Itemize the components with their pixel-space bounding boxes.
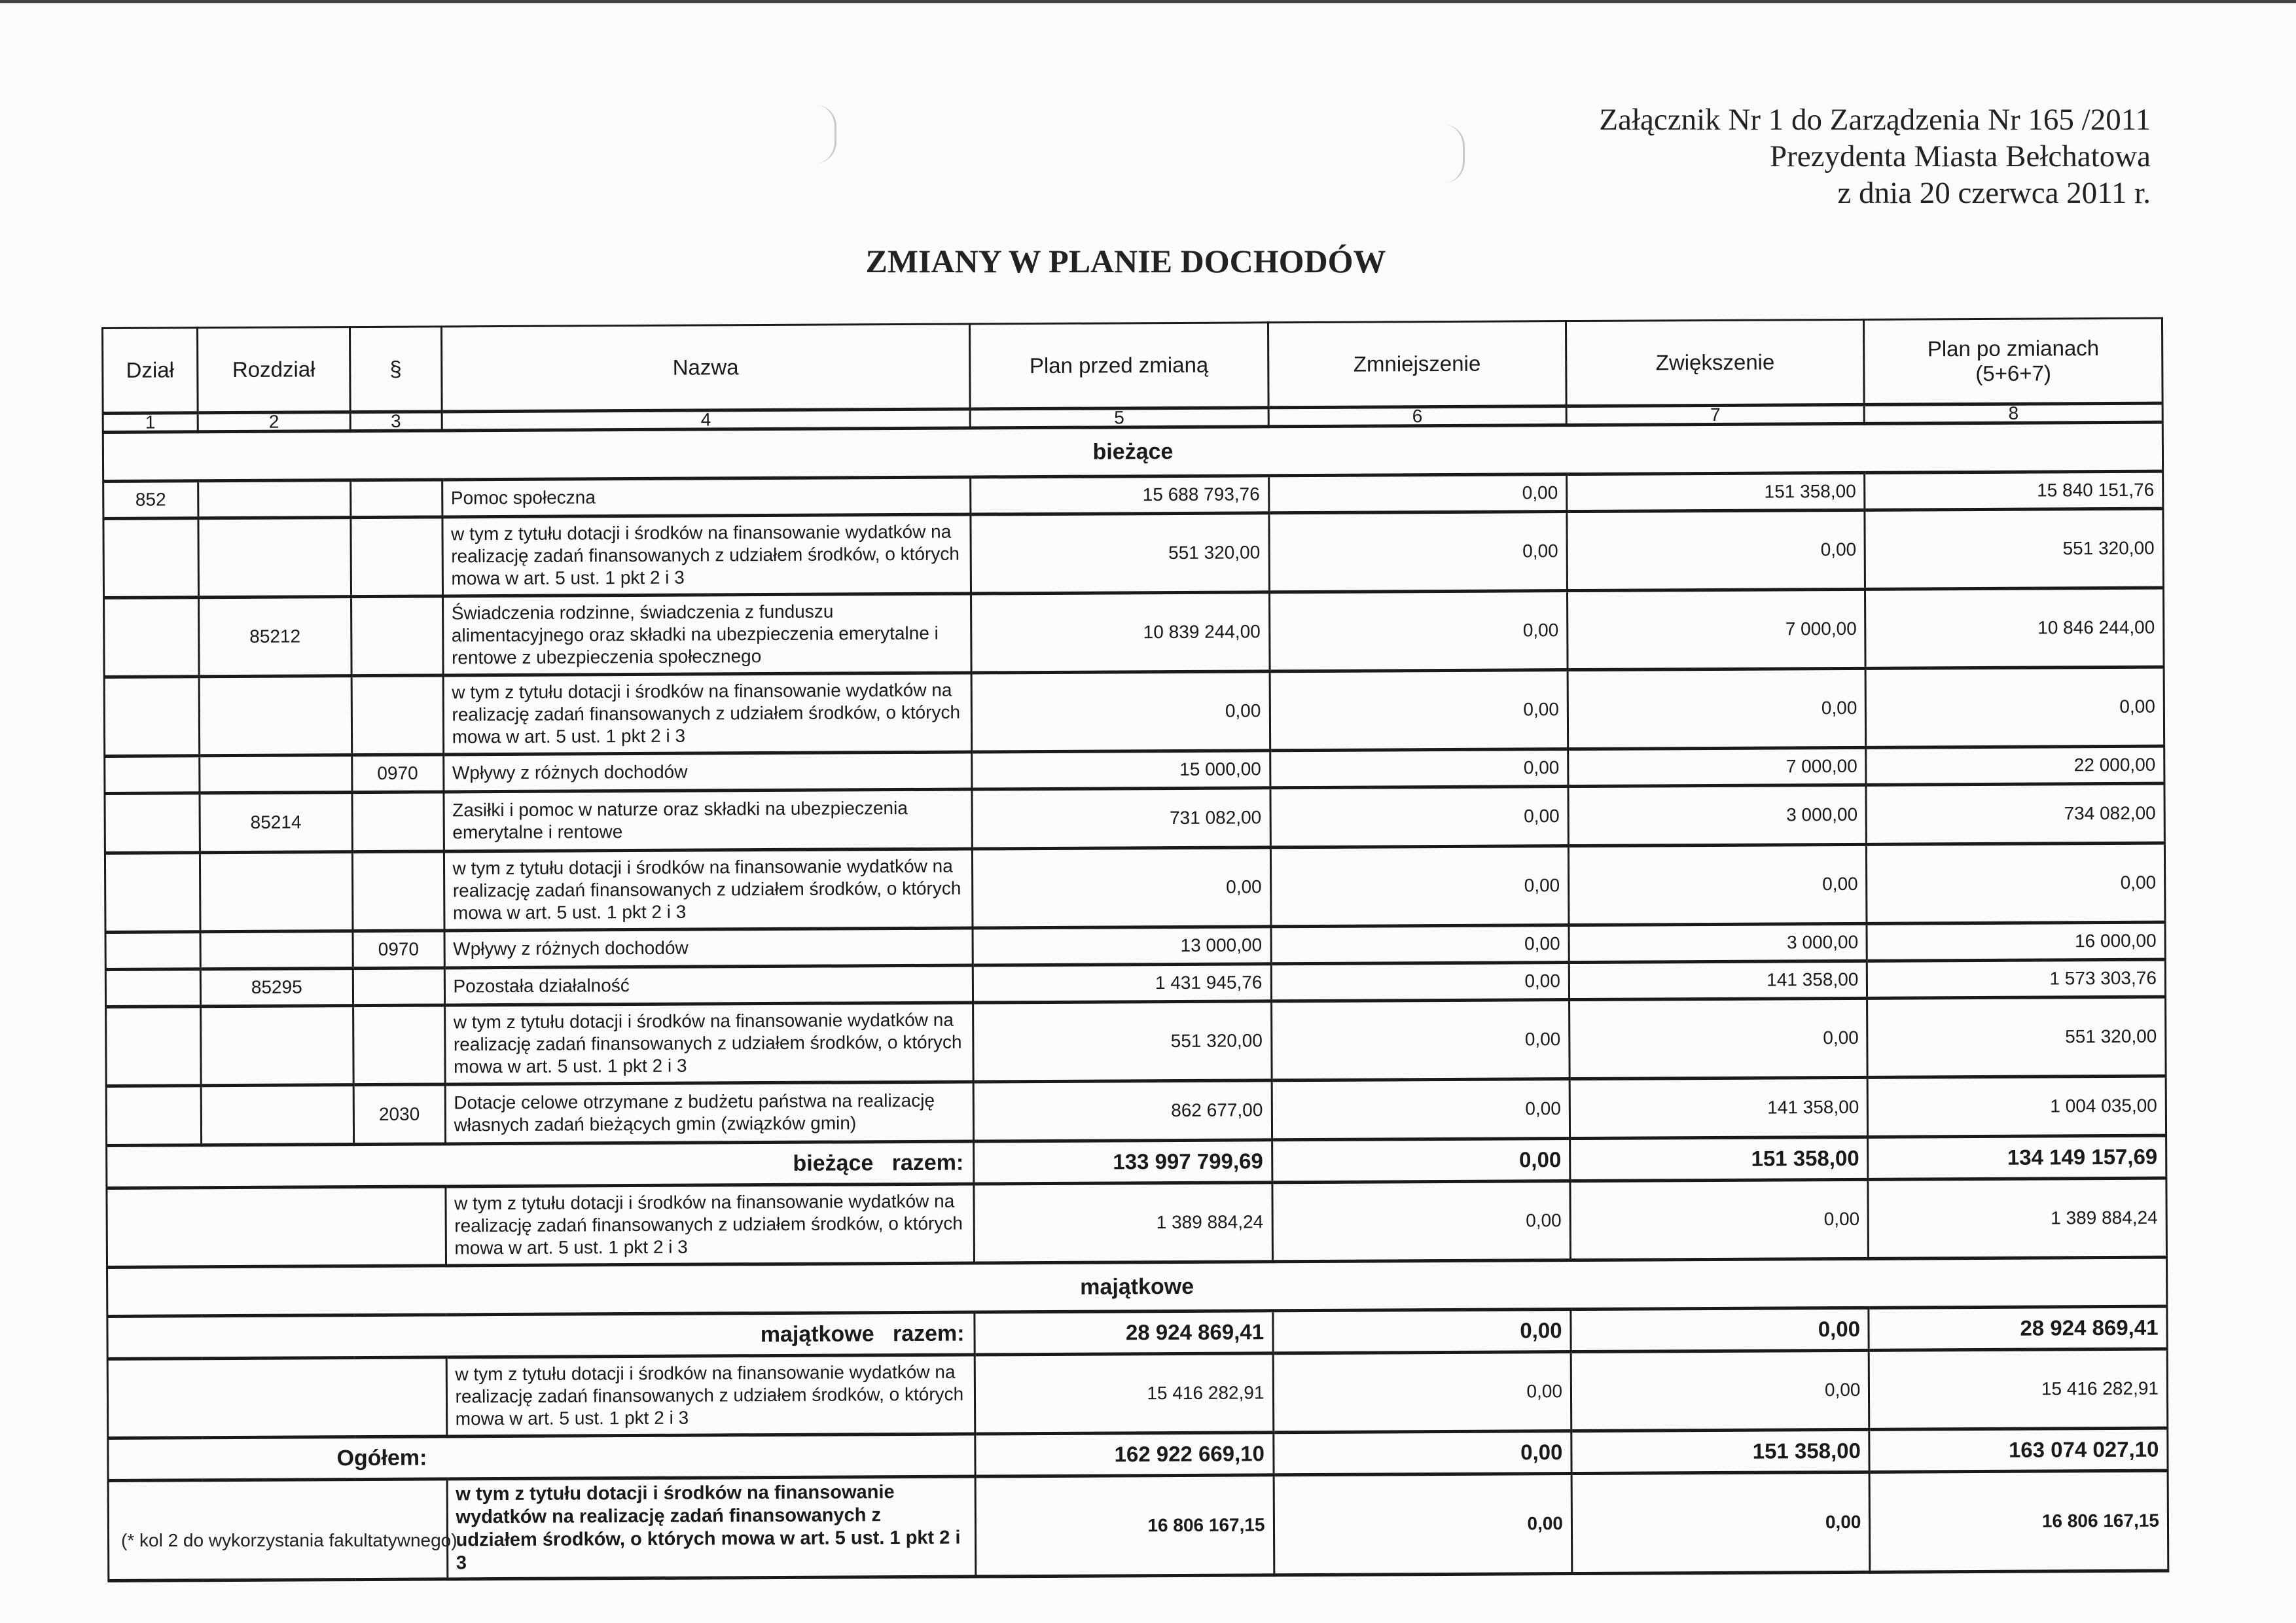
colnum: 4: [442, 409, 971, 431]
colnum: 6: [1268, 406, 1567, 427]
cell-plan-po: 0,00: [1866, 667, 2164, 747]
cell-plan-po: 1 573 303,76: [1867, 959, 2166, 998]
cell-plan-po: 734 082,00: [1866, 783, 2164, 844]
cell-plan-przed: 133 997 799,69: [974, 1140, 1272, 1184]
cell-plan-przed: 1 431 945,76: [973, 964, 1271, 1003]
cell-plan-po: 1 389 884,24: [1868, 1178, 2166, 1258]
cell-plan-po: 15 840 151,76: [1865, 471, 2163, 510]
table-row: [104, 588, 2164, 677]
cell-zwiekszenie: 7 000,00: [1567, 589, 1865, 669]
cell-plan-po: 16 000,00: [1867, 922, 2165, 961]
cell-zmniejszenie: 0,00: [1270, 670, 1568, 751]
cell-dzial: [105, 793, 200, 853]
empty-cell: [107, 1357, 446, 1438]
cell-nazwa: Dotacje celowe otrzymane z budżetu państwa na realizację własnych zadań bieżących gmin (związków gmin): [445, 1082, 974, 1144]
cell-plan-po: 16 806 167,15: [1870, 1471, 2168, 1572]
table-row: [105, 783, 2164, 853]
cell-plan-po: 551 320,00: [1865, 508, 2163, 589]
cell-zwiekszenie: 0,00: [1568, 844, 1867, 925]
table-row: [104, 667, 2164, 756]
cell-zwiekszenie: 3 000,00: [1568, 785, 1867, 846]
punch-hole-mark: [815, 105, 836, 164]
header-nazwa: Nazwa: [441, 324, 970, 412]
section-label-majatkowe: majątkowe: [107, 1257, 2167, 1316]
cell-dzial: [106, 1007, 202, 1086]
attachment-line-1: Załącznik Nr 1 do Zarządzenia Nr 165 /2011: [1599, 103, 2151, 137]
cell-plan-przed: 1 389 884,24: [974, 1183, 1272, 1263]
attachment-line-2: Prezydenta Miasta Bełchatowa: [1769, 139, 2151, 173]
cell-plan-przed: 731 082,00: [972, 788, 1270, 849]
cell-dzial: [106, 1086, 201, 1146]
subtotal-detail-row-biezace: [107, 1178, 2167, 1267]
cell-plan-po: 1 004 035,00: [1868, 1076, 2166, 1137]
cell-plan-przed: 28 924 869,41: [975, 1311, 1273, 1355]
cell-nazwa: Pozostała działalność: [444, 965, 973, 1005]
cell-paragraf: [351, 517, 442, 597]
table-header-row: [103, 318, 2163, 413]
punch-hole-mark: [1443, 124, 1465, 183]
colnum: 1: [103, 413, 198, 433]
cell-zwiekszenie: 0,00: [1571, 1350, 1869, 1431]
cell-plan-po: 15 416 282,91: [1869, 1349, 2168, 1429]
cell-zmniejszenie: 0,00: [1268, 474, 1567, 513]
cell-rozdzial: [199, 676, 351, 756]
cell-dzial: [105, 756, 200, 794]
cell-plan-po: 551 320,00: [1867, 997, 2166, 1077]
cell-paragraf: [352, 792, 444, 852]
revenue-changes-table: [101, 317, 2169, 1582]
cell-zmniejszenie: 0,00: [1271, 963, 1570, 1001]
cell-zmniejszenie: 0,00: [1268, 512, 1567, 592]
subtotal-detail-row-majatkowe: [107, 1349, 2168, 1438]
colnum: 7: [1566, 404, 1865, 425]
cell-plan-po: 10 846 244,00: [1865, 588, 2164, 668]
cell-nazwa: w tym z tytułu dotacji i środków na finansowanie wydatków na realizację zadań finansowanych z udziałem środków, o których mowa w art. 5 ust. 1 pkt 2 i 3: [446, 1355, 975, 1436]
cell-nazwa: Zasiłki i pomoc w naturze oraz składki na ubezpieczenia emerytalne i rentowe: [444, 789, 973, 851]
cell-zmniejszenie: 0,00: [1272, 1310, 1571, 1353]
cell-dzial: 852: [103, 481, 198, 519]
cell-zmniejszenie: 0,00: [1272, 1079, 1570, 1140]
cell-zmniejszenie: 0,00: [1271, 925, 1570, 964]
cell-nazwa: Wpływy z różnych dochodów: [443, 752, 972, 792]
cell-plan-przed: 162 922 669,10: [975, 1433, 1274, 1476]
cell-nazwa: w tym z tytułu dotacji i środków na finansowanie wydatków na realizację zadań finansowanych z udziałem środków, o których mowa w art. 5 ust. 1 pkt 2 i 3: [447, 1476, 976, 1579]
cell-zwiekszenie: 151 358,00: [1571, 1429, 1870, 1473]
cell-zwiekszenie: 0,00: [1571, 1308, 1869, 1351]
cell-plan-po: 0,00: [1867, 843, 2165, 923]
cell-zwiekszenie: 141 358,00: [1569, 961, 1867, 999]
cell-rozdzial: [200, 755, 352, 793]
cell-nazwa: w tym z tytułu dotacji i środków na finansowanie wydatków na realizację zadań finansowanych z udziałem środków, o których mowa w art. 5 ust. 1 pkt 2 i 3: [444, 1003, 973, 1084]
table-row: [103, 508, 2164, 597]
cell-plan-przed: 551 320,00: [973, 1001, 1272, 1082]
header-plan-po: [1864, 318, 2162, 404]
cell-zwiekszenie: 0,00: [1568, 668, 1866, 749]
grand-total-label: Ogółem:: [108, 1434, 975, 1480]
header-paragraf: §: [350, 327, 441, 412]
table-row: [105, 843, 2165, 932]
cell-rozdzial: [201, 1085, 353, 1145]
cell-plan-przed: 13 000,00: [973, 927, 1271, 965]
cell-paragraf: [353, 968, 444, 1006]
cell-zwiekszenie: 7 000,00: [1568, 747, 1867, 786]
grand-total-detail-row: [108, 1471, 2168, 1580]
cell-zmniejszenie: 0,00: [1271, 1000, 1570, 1080]
colnum: 8: [1865, 403, 2163, 423]
colnum: 3: [350, 412, 442, 431]
cell-plan-przed: 15 416 282,91: [975, 1353, 1273, 1434]
cell-paragraf: 0970: [352, 755, 444, 793]
cell-paragraf: [351, 675, 443, 755]
cell-nazwa: Wpływy z różnych dochodów: [444, 928, 973, 968]
cell-zwiekszenie: 0,00: [1570, 998, 1868, 1079]
cell-paragraf: [351, 596, 442, 676]
header-zwiekszenie: Zwiększenie: [1566, 319, 1864, 406]
cell-plan-po: 163 074 027,10: [1869, 1428, 2168, 1472]
attachment-header: [1599, 101, 2151, 211]
cell-zmniejszenie: 0,00: [1274, 1474, 1572, 1575]
cell-plan-przed: 10 839 244,00: [971, 592, 1270, 673]
cell-dzial: [104, 597, 200, 677]
cell-paragraf: [353, 1005, 444, 1085]
cell-zmniejszenie: 0,00: [1270, 749, 1568, 788]
header-plan-po-line2: (5+6+7): [1975, 361, 2051, 386]
header-rozdzial: Rozdział: [197, 327, 350, 413]
colnum: 5: [970, 408, 1268, 428]
cell-dzial: [104, 677, 200, 757]
cell-rozdzial: [198, 518, 351, 597]
document-title: ZMIANY W PLANIE DOCHODÓW: [865, 243, 1386, 279]
cell-rozdzial: 85295: [200, 969, 353, 1007]
subtotal-label: bieżące razem:: [107, 1141, 974, 1188]
cell-plan-po: 134 149 157,69: [1868, 1135, 2166, 1179]
cell-nazwa: w tym z tytułu dotacji i środków na finansowanie wydatków na realizację zadań finansowanych z udziałem środków, o których mowa w art. 5 ust. 1 pkt 2 i 3: [444, 849, 973, 931]
cell-zwiekszenie: 0,00: [1571, 1472, 1870, 1573]
cell-dzial: [105, 932, 200, 970]
cell-rozdzial: [200, 931, 353, 969]
cell-nazwa: w tym z tytułu dotacji i środków na finansowanie wydatków na realizację zadań finansowanych z udziałem środków, o których mowa w art. 5 ust. 1 pkt 2 i 3: [442, 514, 971, 596]
cell-zwiekszenie: 0,00: [1567, 510, 1865, 590]
cell-zwiekszenie: 3 000,00: [1569, 923, 1867, 962]
cell-paragraf: 0970: [353, 931, 444, 969]
cell-zmniejszenie: 0,00: [1272, 1139, 1570, 1183]
cell-plan-przed: 15 000,00: [972, 751, 1270, 789]
colnum: 2: [198, 412, 350, 432]
cell-paragraf: [352, 851, 444, 931]
table-row: [106, 997, 2166, 1086]
cell-rozdzial: 85212: [198, 597, 351, 677]
header-zmniejszenie: Zmniejszenie: [1268, 321, 1566, 408]
attachment-line-3: z dnia 20 czerwca 2011 r.: [1837, 176, 2151, 210]
scan-top-edge: [0, 0, 2296, 3]
footnote: (* kol 2 do wykorzystania fakultatywnego): [121, 1530, 457, 1550]
header-plan-po-line1: Plan po zmianach: [1927, 336, 2100, 361]
cell-plan-przed: 0,00: [971, 671, 1270, 752]
cell-zwiekszenie: 151 358,00: [1570, 1137, 1869, 1181]
cell-zmniejszenie: 0,00: [1272, 1181, 1570, 1262]
cell-zmniejszenie: 0,00: [1273, 1431, 1571, 1475]
cell-rozdzial: 85214: [200, 793, 352, 853]
cell-plan-przed: 0,00: [972, 847, 1270, 928]
table-row: [106, 1076, 2166, 1145]
cell-zmniejszenie: 0,00: [1270, 846, 1569, 927]
cell-paragraf: [350, 480, 442, 518]
cell-plan-przed: 15 688 793,76: [971, 476, 1269, 514]
cell-nazwa: Świadczenia rodzinne, świadczenia z funduszu alimentacyjnego oraz składki na ubezpieczenia emerytalne i rentowe z ubezpieczenia społecznego: [442, 594, 971, 675]
section-label-biezace: bieżące: [103, 422, 2162, 481]
cell-zmniejszenie: 0,00: [1269, 591, 1568, 671]
header-plan-przed: Plan przed zmianą: [970, 323, 1268, 409]
cell-zwiekszenie: 141 358,00: [1570, 1077, 1868, 1138]
cell-zwiekszenie: 0,00: [1570, 1179, 1869, 1260]
cell-plan-po: 28 924 869,41: [1869, 1306, 2167, 1350]
cell-dzial: [103, 518, 199, 598]
cell-nazwa: w tym z tytułu dotacji i środków na finansowanie wydatków na realizację zadań finansowanych z udziałem środków, o których mowa w art. 5 ust. 1 pkt 2 i 3: [443, 673, 972, 755]
cell-rozdzial: [198, 480, 351, 518]
header-dzial: Dział: [103, 328, 198, 414]
cell-nazwa: Pomoc społeczna: [442, 477, 971, 517]
cell-paragraf: 2030: [353, 1084, 445, 1145]
cell-rozdzial: [200, 852, 352, 932]
empty-cell: [107, 1186, 446, 1268]
cell-nazwa: w tym z tytułu dotacji i środków na finansowanie wydatków na realizację zadań finansowanych z udziałem środków, o których mowa w art. 5 ust. 1 pkt 2 i 3: [446, 1184, 975, 1266]
cell-plan-po: 22 000,00: [1866, 746, 2164, 785]
cell-zwiekszenie: 151 358,00: [1567, 473, 1865, 511]
cell-plan-przed: 551 320,00: [971, 513, 1269, 594]
cell-rozdzial: [200, 1006, 353, 1086]
cell-zmniejszenie: 0,00: [1273, 1352, 1571, 1433]
cell-dzial: [105, 969, 200, 1007]
cell-dzial: [105, 853, 200, 933]
cell-zmniejszenie: 0,00: [1270, 787, 1568, 847]
cell-plan-przed: 16 806 167,15: [975, 1475, 1274, 1577]
subtotal-label: majątkowe razem:: [107, 1312, 975, 1359]
cell-plan-przed: 862 677,00: [973, 1080, 1272, 1141]
